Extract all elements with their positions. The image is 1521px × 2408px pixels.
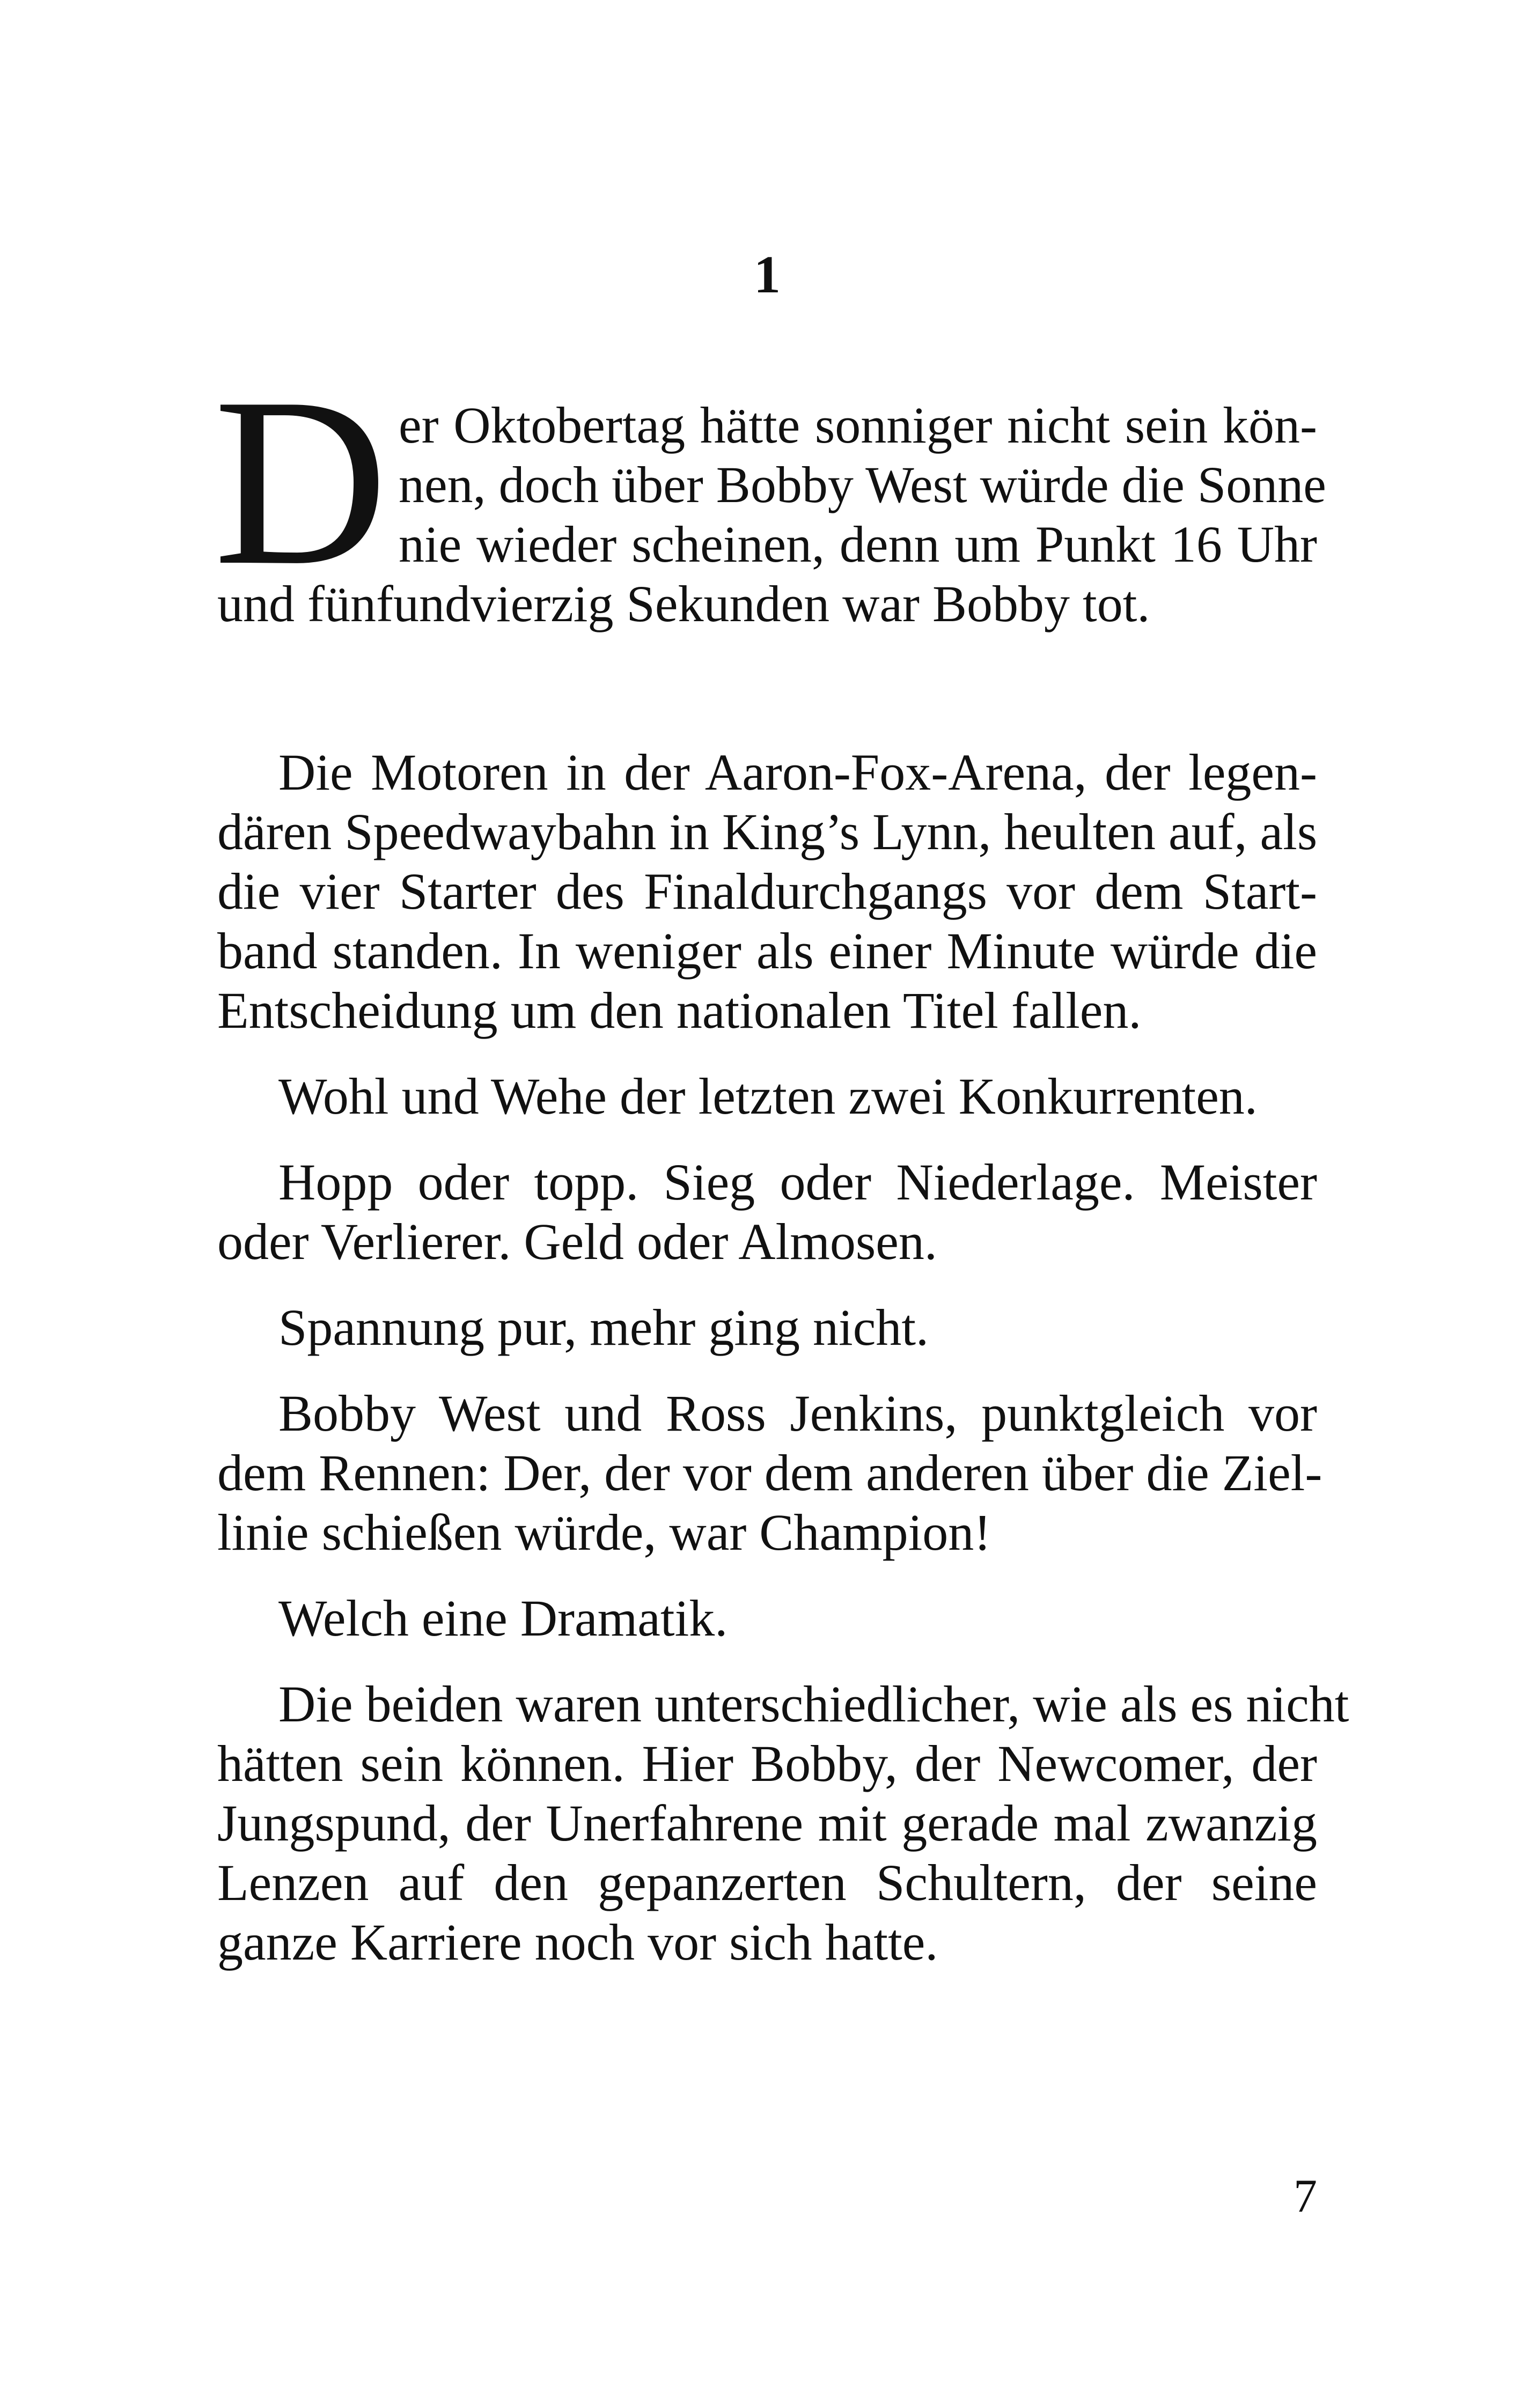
text-line: Hopp oder topp. Sieg oder Niederlage. Meister	[278, 1153, 1317, 1211]
text-line: linie schießen würde, war Champion!	[217, 1504, 991, 1561]
paragraph	[217, 1674, 1349, 1972]
text-line: ganze Karriere noch vor sich hatte.	[217, 1913, 938, 1971]
text-line: er Oktobertag hätte sonniger nicht sein kön-	[399, 396, 1317, 454]
text-line: Spannung pur, mehr ging nicht.	[278, 1299, 929, 1356]
paragraph	[217, 1383, 1322, 1562]
text-line: nie wieder scheinen, denn um Punkt 16 Uhr	[399, 516, 1317, 573]
text-line: Entscheidung um den nationalen Titel fallen.	[217, 982, 1142, 1039]
drop-cap: D	[214, 348, 388, 615]
page-number: 7	[1294, 2170, 1317, 2222]
text-line: Wohl und Wehe der letzten zwei Konkurrenten.	[278, 1067, 1258, 1125]
paragraph	[217, 1588, 1317, 1648]
paragraph	[217, 1298, 1317, 1357]
text-line: Lenzen auf den gepanzerten Schultern, der seine	[217, 1854, 1317, 1911]
text-line: hätten sein können. Hier Bobby, der Newcomer, der	[217, 1735, 1317, 1792]
text-line: Welch eine Dramatik.	[278, 1589, 728, 1647]
text-line: Die Motoren in der Aaron-Fox-Arena, der legen-	[278, 743, 1317, 801]
text-line: die vier Starter des Finaldurchgangs vor dem Start-	[217, 863, 1317, 920]
body-text	[217, 395, 1349, 1972]
text-line: band standen. In weniger als einer Minute würde die	[217, 922, 1317, 980]
text-line: und fünfundvierzig Sekunden war Bobby tot.	[217, 575, 1150, 632]
paragraph	[217, 395, 1326, 634]
text-line: dären Speedwaybahn in King’s Lynn, heulten auf, als	[217, 803, 1318, 860]
text-line: Die beiden waren unterschiedlicher, wie als es nicht	[278, 1675, 1349, 1733]
text-line: Bobby West und Ross Jenkins, punktgleich vor	[278, 1385, 1317, 1442]
text-line: oder Verlierer. Geld oder Almosen.	[217, 1213, 937, 1270]
paragraph	[217, 1152, 1317, 1271]
paragraph	[217, 742, 1317, 1040]
chapter-number: 1	[754, 245, 781, 304]
paragraph	[217, 1066, 1317, 1126]
text-line: nen, doch über Bobby West würde die Sonne	[399, 456, 1326, 513]
text-line: dem Rennen: Der, der vor dem anderen über die Ziel-	[217, 1444, 1322, 1501]
text-line: Jungspund, der Unerfahrene mit gerade mal zwanzig	[217, 1794, 1317, 1852]
